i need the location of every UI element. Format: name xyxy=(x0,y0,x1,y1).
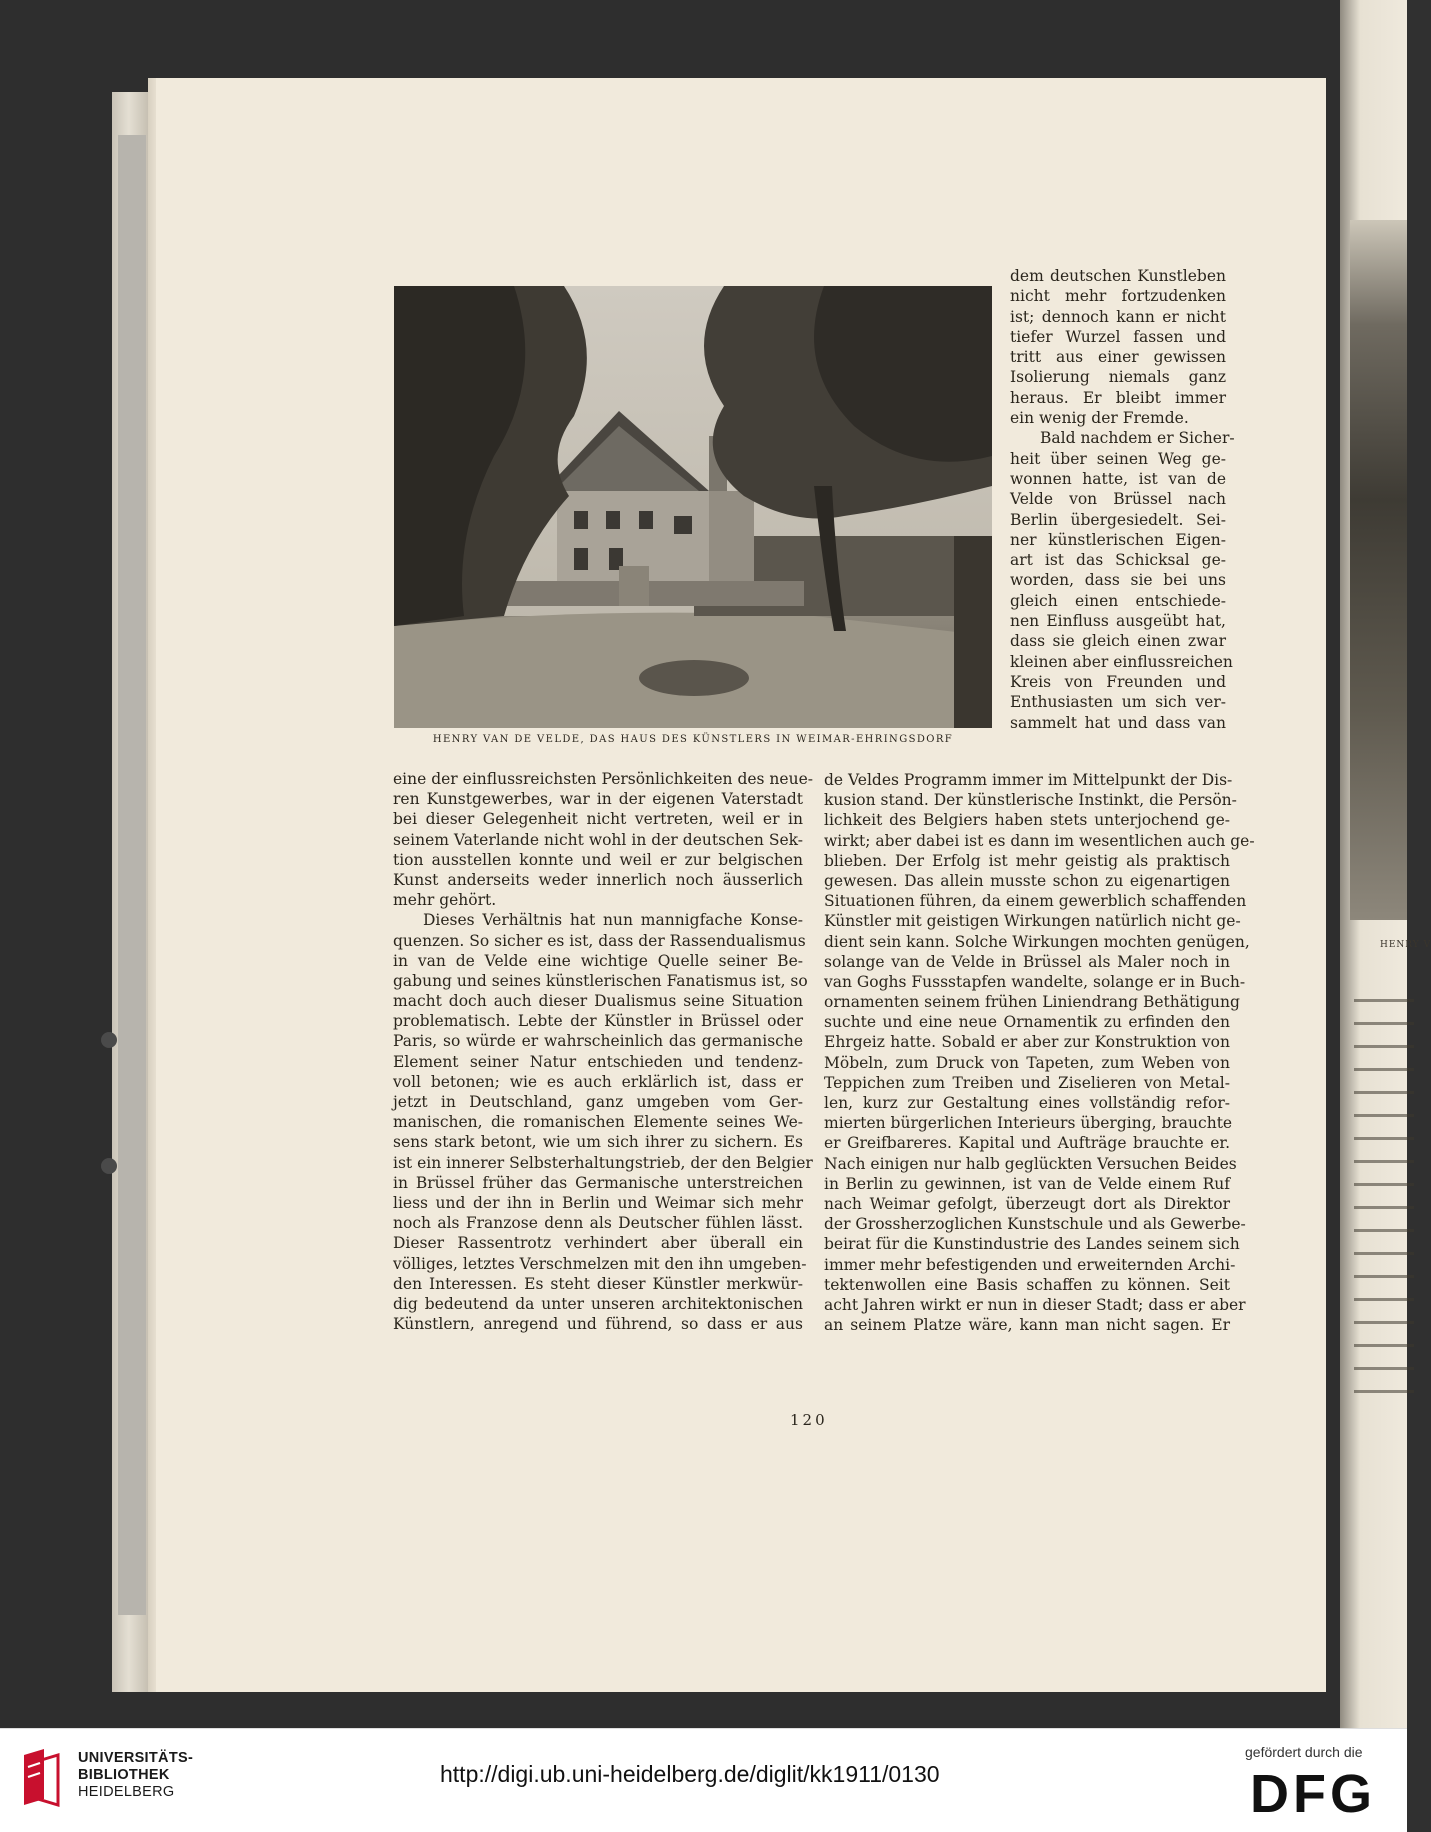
text-line: tritt aus einer gewissen xyxy=(1010,348,1226,367)
text-line: quenzen. So sicher es ist, dass der Rassendualismus xyxy=(393,931,806,950)
text-line: kleinen aber einflussreichen xyxy=(1010,652,1233,671)
text-line: er Greifbareres. Kapital und Aufträge brauchte er. xyxy=(824,1134,1230,1153)
university-logo-icon[interactable] xyxy=(18,1747,68,1807)
text-line: problematisch. Lebte der Künstler in Brüssel oder xyxy=(393,1012,803,1031)
next-page-text xyxy=(1354,985,1414,1405)
text-line: nen Einfluss ausgeübt hat, xyxy=(1010,612,1226,631)
text-line: art ist das Schicksal ge- xyxy=(1010,551,1226,570)
text-line: Enthusiasten um sich ver- xyxy=(1010,693,1226,712)
text-line: Paris, so würde er wahrscheinlich das germanische xyxy=(393,1032,803,1051)
text-line: manischen, die romanischen Elemente seines We- xyxy=(393,1113,803,1132)
text-line: den Interessen. Es steht dieser Künstler merkwür- xyxy=(393,1274,803,1293)
binding-hole xyxy=(101,1032,117,1048)
text-line: sens stark betont, wie um sich ihrer zu sichern. Es xyxy=(393,1133,803,1152)
permalink-url[interactable]: http://digi.ub.uni-heidelberg.de/diglit/kk1911/0130 xyxy=(440,1761,940,1787)
text-line: dass sie gleich einen zwar xyxy=(1010,632,1226,651)
text-line: ner künstlerischen Eigen- xyxy=(1010,530,1226,549)
text-line: in Brüssel früher das Germanische unterstreichen xyxy=(393,1173,803,1192)
text-line: ist; dennoch kann er nicht xyxy=(1010,307,1226,326)
text-line: tiefer Wurzel fassen und xyxy=(1010,327,1226,346)
text-line: mierten bürgerlichen Interieurs überging, brauchte xyxy=(824,1114,1233,1133)
funded-by-label: gefördert durch die xyxy=(1245,1744,1363,1760)
text-line: blieben. Der Erfolg ist mehr geistig als praktisch xyxy=(824,851,1230,870)
text-line: ist ein innerer Selbsterhaltungstrieb, der den Belgier xyxy=(393,1153,813,1172)
text-line: dig bedeutend da unter unseren architektonischen xyxy=(393,1294,803,1313)
text-line: Künstlern, anregend und führend, so dass er aus xyxy=(393,1315,803,1334)
text-line: immer mehr befestigenden und erweiternden Archi- xyxy=(824,1255,1236,1274)
binding-hole xyxy=(101,1158,117,1174)
text-line: len, kurz zur Gestaltung eines vollständig refor- xyxy=(824,1094,1230,1112)
text-line: tion ausstellen konnte und weil er zur belgischen xyxy=(393,850,803,869)
text-line: macht doch auch dieser Dualismus seine Situation xyxy=(393,992,803,1011)
text-column-right xyxy=(824,770,1255,1335)
photo-caption: HENRY VAN DE VELDE, DAS HAUS DES KÜNSTLERS IN WEIMAR-EHRINGSDORF xyxy=(432,734,954,745)
text-line: dem deutschen Kunstleben xyxy=(1010,267,1226,285)
text-line: gewesen. Das allein musste schon zu eigenartigen xyxy=(824,871,1230,890)
book-edge-paper xyxy=(118,135,146,1615)
text-line: ein wenig der Fremde. xyxy=(1010,409,1189,428)
text-line: bei dieser Gelegenheit nicht vertreten, weil er in xyxy=(393,810,803,829)
text-line: heit über seinen Weg ge- xyxy=(1010,449,1226,468)
library-name-line2: BIBLIOTHEK xyxy=(78,1767,170,1783)
text-column-right-top xyxy=(1010,266,1235,733)
text-line: Dieser Rassentrotz verhindert aber überall ein xyxy=(393,1234,803,1253)
text-line: gabung und seines künstlerischen Fanatismus ist, so xyxy=(393,971,808,990)
text-line: de Veldes Programm immer im Mittelpunkt der Dis- xyxy=(824,771,1233,789)
text-line: van Goghs Fussstapfen wandelte, solange er in Buch- xyxy=(824,972,1246,991)
text-line: liess und der ihn in Berlin und Weimar sich mehr xyxy=(393,1193,803,1212)
text-line: Nach einigen nur halb geglückten Versuchen Beides xyxy=(824,1154,1237,1173)
text-line: in Berlin zu gewinnen, ist van de Velde einem Ruf xyxy=(824,1174,1230,1193)
text-line: Bald nachdem er Sicher- xyxy=(1040,429,1235,448)
text-line: nicht mehr fortzudenken xyxy=(1010,287,1226,306)
text-line: beirat für die Kunstindustrie des Landes seinem sich xyxy=(824,1235,1240,1254)
text-line: mehr gehört. xyxy=(393,891,497,910)
text-line: Isolierung niemals ganz xyxy=(1010,368,1226,387)
text-line: gleich einen entschiede- xyxy=(1010,591,1226,610)
text-line: acht Jahren wirkt er nun in dieser Stadt; dass er aber xyxy=(824,1295,1246,1314)
text-line: Möbeln, zum Druck von Tapeten, zum Weben von xyxy=(824,1053,1230,1072)
text-line: völliges, letztes Verschmelzen mit den ihn umgeben- xyxy=(393,1254,807,1273)
footer-bar xyxy=(0,1728,1407,1832)
text-line: Ehrgeiz hatte. Sobald er aber zur Konstruktion von xyxy=(824,1033,1230,1052)
text-line: solange van de Velde in Brüssel als Maler noch in xyxy=(824,952,1230,971)
text-line: wonnen hatte, ist van de xyxy=(1010,469,1226,488)
text-line: Situationen führen, da einem gewerblich schaffenden xyxy=(824,892,1247,911)
house-photograph xyxy=(394,286,992,728)
text-line: worden, dass sie bei uns xyxy=(1010,571,1226,590)
text-line: jetzt in Deutschland, ganz umgeben vom Ger- xyxy=(393,1093,803,1111)
text-line: ren Kunstgewerbes, war in der eigenen Vaterstadt xyxy=(393,790,803,809)
text-line: nach Weimar gefolgt, überzeugt dort als Direktor xyxy=(824,1194,1230,1213)
text-line: ornamenten seinem frühen Liniendrang Bethätigung xyxy=(824,993,1240,1012)
house-photo-illustration xyxy=(394,286,992,728)
page-number: 120 xyxy=(790,1411,828,1429)
library-name-line1: UNIVERSITÄTS- xyxy=(78,1750,194,1766)
text-line: lichkeit des Belgiers haben stets unterjochend ge- xyxy=(824,811,1230,830)
text-line: wirkt; aber dabei ist es dann im wesentlichen auch ge- xyxy=(824,831,1255,850)
text-line: Kreis von Freunden und xyxy=(1010,672,1226,691)
next-page-photo xyxy=(1350,220,1407,920)
text-line: suchte und eine neue Ornamentik zu erfinden den xyxy=(824,1013,1230,1032)
text-line: sammelt hat und dass van xyxy=(1010,713,1226,732)
text-line: an seinem Platze wäre, kann man nicht sagen. Er xyxy=(824,1316,1230,1335)
text-line: kusion stand. Der künstlerische Instinkt, die Persön- xyxy=(824,791,1237,810)
text-line: Dieses Verhältnis hat nun mannigfache Konse- xyxy=(423,911,803,930)
text-line: der Grossherzoglichen Kunstschule und als Gewerbe- xyxy=(824,1215,1246,1234)
text-line: heraus. Er bleibt immer xyxy=(1010,388,1226,407)
text-line: noch als Franzose denn als Deutscher fühlen lässt. xyxy=(393,1214,803,1233)
text-line: Berlin übergesiedelt. Sei- xyxy=(1010,510,1226,529)
text-line: Teppichen zum Treiben und Ziselieren von Metal- xyxy=(824,1073,1230,1092)
text-line: seinem Vaterlande nicht wohl in der deutschen Sek- xyxy=(393,830,803,849)
text-line: voll betonen; wie es auch erklärlich ist, dass er xyxy=(393,1072,803,1091)
dfg-logo[interactable]: DFG xyxy=(1250,1764,1376,1824)
library-name-line3: HEIDELBERG xyxy=(78,1784,175,1800)
text-line: tektenwollen eine Basis schaffen zu können. Seit xyxy=(824,1275,1230,1294)
text-line: Kunst anderseits weder innerlich noch äusserlich xyxy=(393,870,803,889)
text-column-left xyxy=(393,769,813,1334)
next-page-caption: HENRY V xyxy=(1380,940,1431,950)
text-line: Velde von Brüssel nach xyxy=(1010,490,1226,509)
text-line: Element seiner Natur entschieden und tendenz- xyxy=(393,1052,803,1071)
text-line: Künstler mit geistigen Wirkungen natürlich nicht ge- xyxy=(824,912,1241,931)
text-line: eine der einflussreichsten Persönlichkeiten des neue- xyxy=(393,770,813,788)
text-line: dient sein kann. Solche Wirkungen mochten genügen, xyxy=(824,932,1250,951)
text-line: in van de Velde eine wichtige Quelle seiner Be- xyxy=(393,951,803,970)
